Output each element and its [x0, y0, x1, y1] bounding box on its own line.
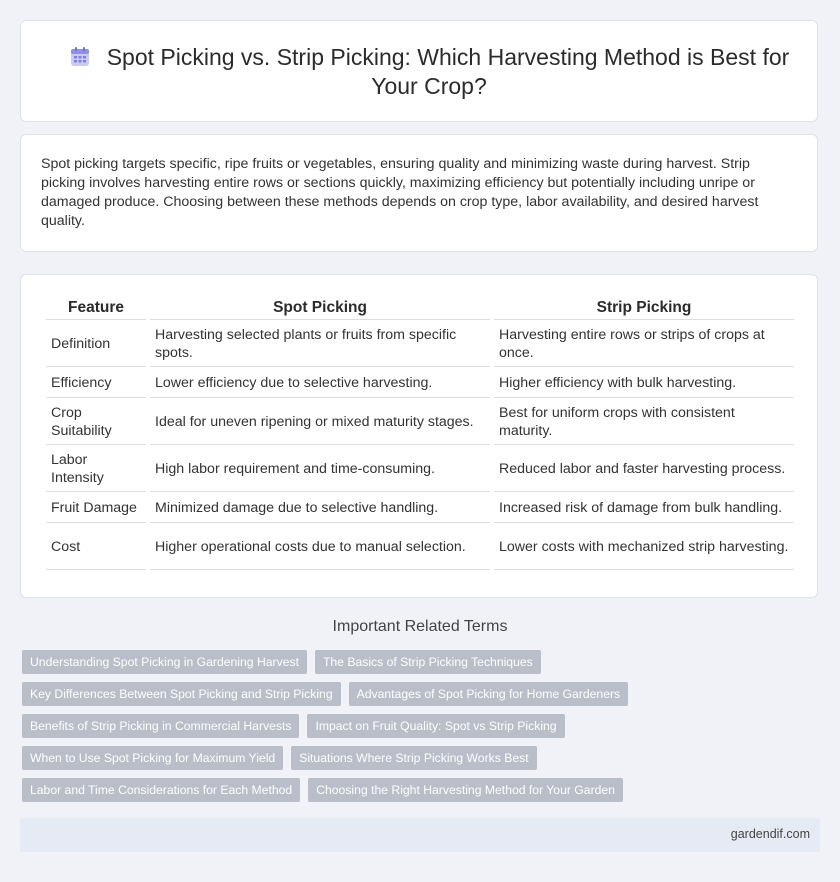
- feature-cell: Crop Suitability: [46, 400, 146, 445]
- spot-picking-cell: Lower efficiency due to selective harvesting.: [150, 369, 490, 398]
- table-row: [46, 400, 794, 445]
- table-header-row: [46, 297, 794, 320]
- related-term-tag[interactable]: Advantages of Spot Picking for Home Gardeners: [349, 682, 629, 706]
- comparison-card: [20, 274, 818, 598]
- related-term-tag[interactable]: The Basics of Strip Picking Techniques: [315, 650, 541, 674]
- intro-paragraph: Spot picking targets specific, ripe fruits or vegetables, ensuring quality and minimizing waste during harvest. Strip picking involves harvesting entire rows or sections quickly, maximizing efficiency but potentially including unripe or damaged produce. Choosing between these methods depends on crop type, labor availability, and desired harvest quality.: [41, 156, 759, 229]
- related-term-tag[interactable]: Impact on Fruit Quality: Spot vs Strip Picking: [307, 714, 564, 738]
- related-term-tag[interactable]: Benefits of Strip Picking in Commercial Harvests: [22, 714, 299, 738]
- spot-picking-cell: Higher operational costs due to manual selection.: [150, 525, 490, 570]
- page-title: [61, 43, 797, 101]
- feature-cell: Cost: [46, 525, 146, 570]
- spot-picking-cell: Minimized damage due to selective handling.: [150, 494, 490, 523]
- spot-picking-cell: High labor requirement and time-consuming.: [150, 447, 490, 492]
- strip-picking-cell: Harvesting entire rows or strips of crops at once.: [494, 322, 794, 367]
- column-header: Strip Picking: [494, 297, 794, 320]
- spot-picking-cell: Ideal for uneven ripening or mixed maturity stages.: [150, 400, 490, 445]
- feature-cell: Efficiency: [46, 369, 146, 398]
- feature-cell: Definition: [46, 322, 146, 367]
- related-term-tag[interactable]: Choosing the Right Harvesting Method for Your Garden: [308, 778, 623, 802]
- related-term-tag[interactable]: Labor and Time Considerations for Each Method: [22, 778, 300, 802]
- table-row: [46, 494, 794, 523]
- strip-picking-cell: Reduced labor and faster harvesting process.: [494, 447, 794, 492]
- intro-card: [20, 134, 818, 252]
- page-title-text: Spot Picking vs. Strip Picking: Which Harvesting Method is Best for Your Crop?: [106, 44, 790, 99]
- spot-picking-cell: Harvesting selected plants or fruits from specific spots.: [150, 322, 490, 367]
- header-card: [20, 20, 818, 122]
- table-row: [46, 322, 794, 367]
- strip-picking-cell: Increased risk of damage from bulk handling.: [494, 494, 794, 523]
- table-row: [46, 447, 794, 492]
- strip-picking-cell: Best for uniform crops with consistent maturity.: [494, 400, 794, 445]
- feature-cell: Labor Intensity: [46, 447, 146, 492]
- calendar-grid-icon: [69, 46, 91, 68]
- strip-picking-cell: Higher efficiency with bulk harvesting.: [494, 369, 794, 398]
- related-term-tag[interactable]: Situations Where Strip Picking Works Best: [291, 746, 536, 770]
- related-term-tag[interactable]: Key Differences Between Spot Picking and Strip Picking: [22, 682, 341, 706]
- strip-picking-cell: Lower costs with mechanized strip harvesting.: [494, 525, 794, 570]
- related-term-tag[interactable]: When to Use Spot Picking for Maximum Yield: [22, 746, 283, 770]
- feature-cell: Fruit Damage: [46, 494, 146, 523]
- footer-site-link[interactable]: gardendif.com: [730, 827, 810, 841]
- related-terms-heading: Important Related Terms: [332, 618, 508, 635]
- table-row: [46, 369, 794, 398]
- column-header: Spot Picking: [150, 297, 490, 320]
- column-header: Feature: [46, 297, 146, 320]
- table-row: [46, 525, 794, 570]
- related-terms-list: [22, 650, 822, 802]
- comparison-table: [42, 295, 798, 572]
- related-term-tag[interactable]: Understanding Spot Picking in Gardening Harvest: [22, 650, 307, 674]
- footer: [20, 818, 820, 852]
